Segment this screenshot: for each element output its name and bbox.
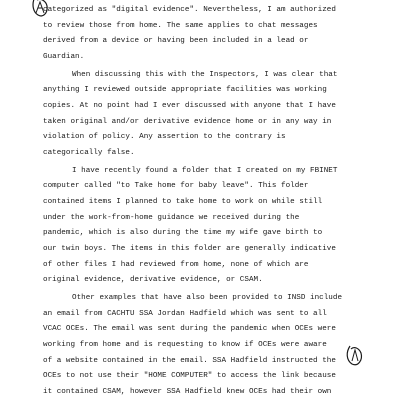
- text-line: Other examples that have also been provided to INSD include: [72, 293, 343, 302]
- text-line: OCEs to not use their "HOME COMPUTER" to access the link because: [43, 372, 336, 381]
- text-line: I have recently found a folder that I created on my FBINET: [72, 166, 338, 175]
- handwritten-initials-margin: [344, 344, 366, 368]
- text-line: an email from CACHTU SSA Jordan Hadfield which was sent to all: [43, 309, 327, 318]
- text-line: original evidence, derivative evidence, or CSAM.: [43, 276, 263, 285]
- text-line: copies. At no point had I ever discussed with anyone that I have: [43, 102, 336, 110]
- text-line: anything I reviewed outside appropriate facilities was working: [43, 86, 327, 95]
- text-line: it contained CSAM, however SSA Hadfield knew OCEs had their own: [43, 388, 332, 396]
- text-line: categorically false.: [43, 149, 135, 157]
- text-line: derived from a device or having been included in a lead or: [43, 37, 309, 46]
- text-line: under the work-from-home guidance we received during the: [43, 213, 300, 222]
- text-line: taken original and/or derivative evidence home or in any way in: [43, 117, 332, 126]
- text-line: violation of policy. Any assertion to the contrary is: [43, 133, 286, 142]
- text-line: When discussing this with the Inspectors, I was clear that: [72, 70, 338, 79]
- text-line: computer called "to Take home for baby leave". This folder: [43, 182, 309, 191]
- text-line: of other files I had reviewed from home, none of which are: [43, 260, 309, 269]
- text-line: working from home and is requesting to know if OCEs were aware: [43, 340, 327, 349]
- text-line: to review those from home. The same applies to chat messages: [43, 21, 318, 30]
- text-line: contained items I planned to take home to work on while still: [43, 197, 323, 206]
- text-line: VCAC OCEs. The email was sent during the pandemic when OCEs were: [43, 325, 336, 334]
- text-line: categorized as "digital evidence". Nevertheless, I am authorized: [43, 6, 336, 14]
- text-line: our twin boys. The items in this folder are generally indicative: [43, 245, 336, 253]
- text-line: pandemic, which is also during the time my wife gave birth to: [43, 229, 323, 238]
- text-line: of a website contained in the email. SSA Hadfield instructed the: [43, 356, 336, 365]
- text-line: Guardian.: [43, 53, 85, 62]
